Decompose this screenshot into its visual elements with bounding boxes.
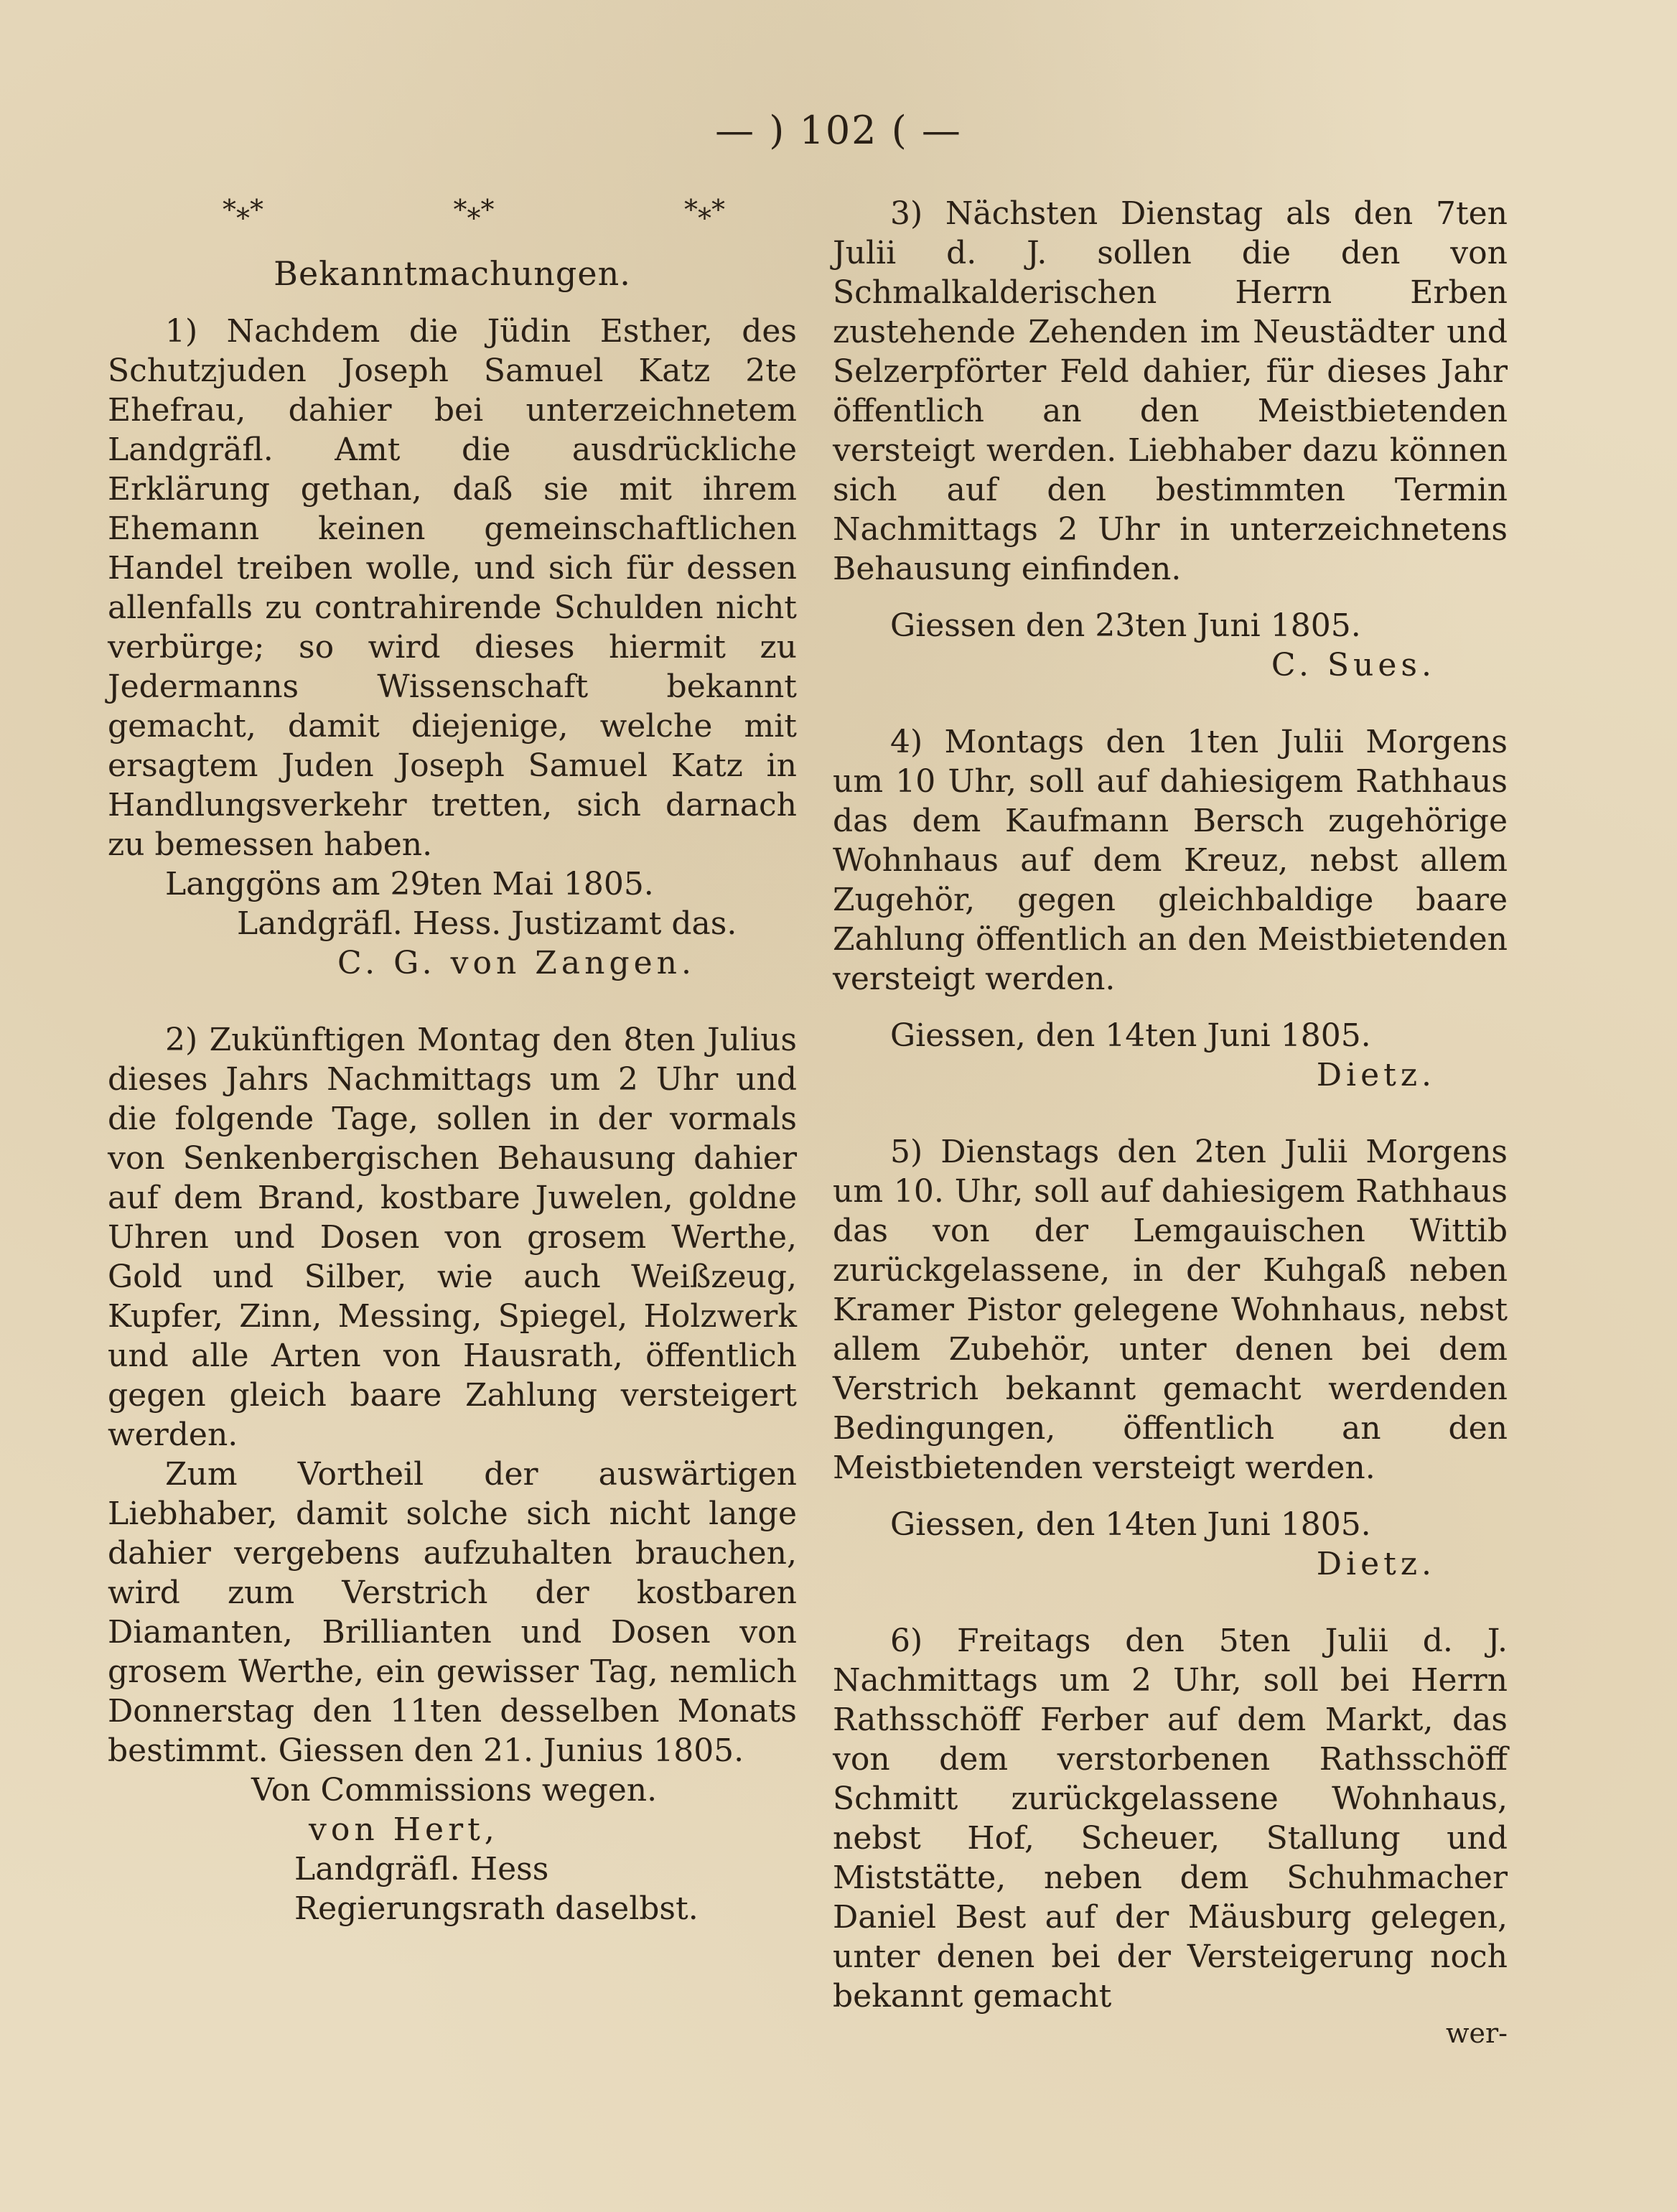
notice-5-signature: Dietz. [1316, 1546, 1436, 1582]
notice-2-authority: Von Commissions wegen. [251, 1772, 658, 1809]
star-ornament: *⁎* [223, 194, 263, 225]
notice-2-text: 2) Zukünftigen Montag den 8ten Julius dieses Jahrs Nachmittags um 2 Uhr und die folgende Tage, sollen in der vormals von Senkenbergischen Behausung dahier auf dem Brand, kostbare Juwelen, goldne Uhren und Dosen von grosem Werthe, Gold und Silber, wie auch Weißzeug, Kupfer, Zinn, Messing, Spiegel, Holzwerk und alle Arten von Hausrath, öffentlich gegen gleich baare Zahlung versteigert werden. [108, 1022, 797, 1453]
section-heading: Bekanntmachungen. [274, 254, 631, 293]
notice-1-date: Langgöns am 29ten Mai 1805. [165, 866, 654, 902]
notice-3-date: Giessen den 23ten Juni 1805. [890, 607, 1361, 644]
notice-2-signature: von Hert, [309, 1811, 499, 1848]
star-ornament: *⁎* [453, 194, 495, 225]
notice-4-date: Giessen, den 14ten Juni 1805. [890, 1017, 1371, 1054]
notice-3-signature: C. Sues. [1271, 647, 1436, 683]
left-column [108, 194, 797, 1928]
notice-6-text: 6) Freitags den 5ten Julii d. J. Nachmittags um 2 Uhr, soll bei Herrn Rathsschöff Ferber auf dem Markt, das von dem verstorbenen Rathsschöff Schmitt zurückgelassene Wohnhaus, nebst Hof, Scheuer, Stallung und Miststätte, neben dem Schuhmacher Daniel Best auf der Mäusburg gelegen, unter denen bei der Versteigerung noch bekannt gemacht [833, 1623, 1508, 2015]
notice-4-text: 4) Montags den 1ten Julii Morgens um 10 Uhr, soll auf dahiesigem Rathhaus das dem Kaufmann Bersch zugehörige Wohnhaus auf dem Kreuz, nebst allem Zugehör, gegen gleichbaldige baare Zahlung öffentlich an den Meistbietenden versteigt werden. [833, 724, 1508, 997]
notice-1-signature: C. G. von Zangen. [337, 945, 696, 981]
notice-5-text: 5) Dienstags den 2ten Julii Morgens um 10. Uhr, soll auf dahiesigem Rathhaus das von der Lemgauischen Wittib zurückgelassene, in der Kuhgaß neben Kramer Pistor gelegene Wohnhaus, nebst allem Zubehör, unter denen bei dem Verstrich bekannt gemacht werdenden Bedingungen, öffentlich an den Meistbietenden versteigt werden. [833, 1134, 1508, 1486]
notice-5-date: Giessen, den 14ten Juni 1805. [890, 1506, 1371, 1543]
catchword: wer- [1445, 2017, 1508, 2049]
notice-1-office: Landgräfl. Hess. Justizamt das. [237, 905, 737, 942]
notice-4-signature: Dietz. [1316, 1057, 1436, 1093]
notice-3-text: 3) Nächsten Dienstag als den 7ten Julii d. J. sollen die den von Schmalkalderischen Herrn Erben zustehende Zehenden im Neustädter und Selzerpförter Feld dahier, für dieses Jahr öffentlich an den Meistbietenden versteigt werden. Liebhaber dazu können sich auf den bestimmten Termin Nachmittags 2 Uhr in unterzeichnetens Behausung einfinden. [833, 195, 1508, 587]
star-ornament: *⁎* [684, 194, 725, 225]
notice-2-title: Landgräfl. Hess Regierungsrath daselbst. [294, 1851, 699, 1927]
right-column [833, 194, 1508, 2050]
notice-2-text-2: Zum Vortheil der auswärtigen Liebhaber, damit solche sich nicht lange dahier vergebens aufzuhalten brauchen, wird zum Verstrich der kostbaren Diamanten, Brillianten und Dosen von grosem Werthe, ein gewisser Tag, nemlich Donnerstag den 11ten desselben Monats bestimmt. Giessen den 21. Junius 1805. [108, 1456, 797, 1769]
notice-1-text: 1) Nachdem die Jüdin Esther, des Schutzjuden Joseph Samuel Katz 2te Ehefrau, dahier bei unterzeichnetem Landgräfl. Amt die ausdrückliche Erklärung gethan, daß sie mit ihrem Ehemann keinen gemeinschaftlichen Handel treiben wolle, und sich für dessen allenfalls zu contrahirende Schulden nicht verbürge; so wird dieses hiermit zu Jedermanns Wissenschaft bekannt gemacht, damit diejenige, welche mit ersagtem Juden Joseph Samuel Katz in Handlungsverkehr tretten, sich darnach zu bemessen haben. [108, 313, 797, 863]
page-number: — ) 102 ( — [715, 108, 962, 153]
ornament-stars [108, 194, 797, 225]
